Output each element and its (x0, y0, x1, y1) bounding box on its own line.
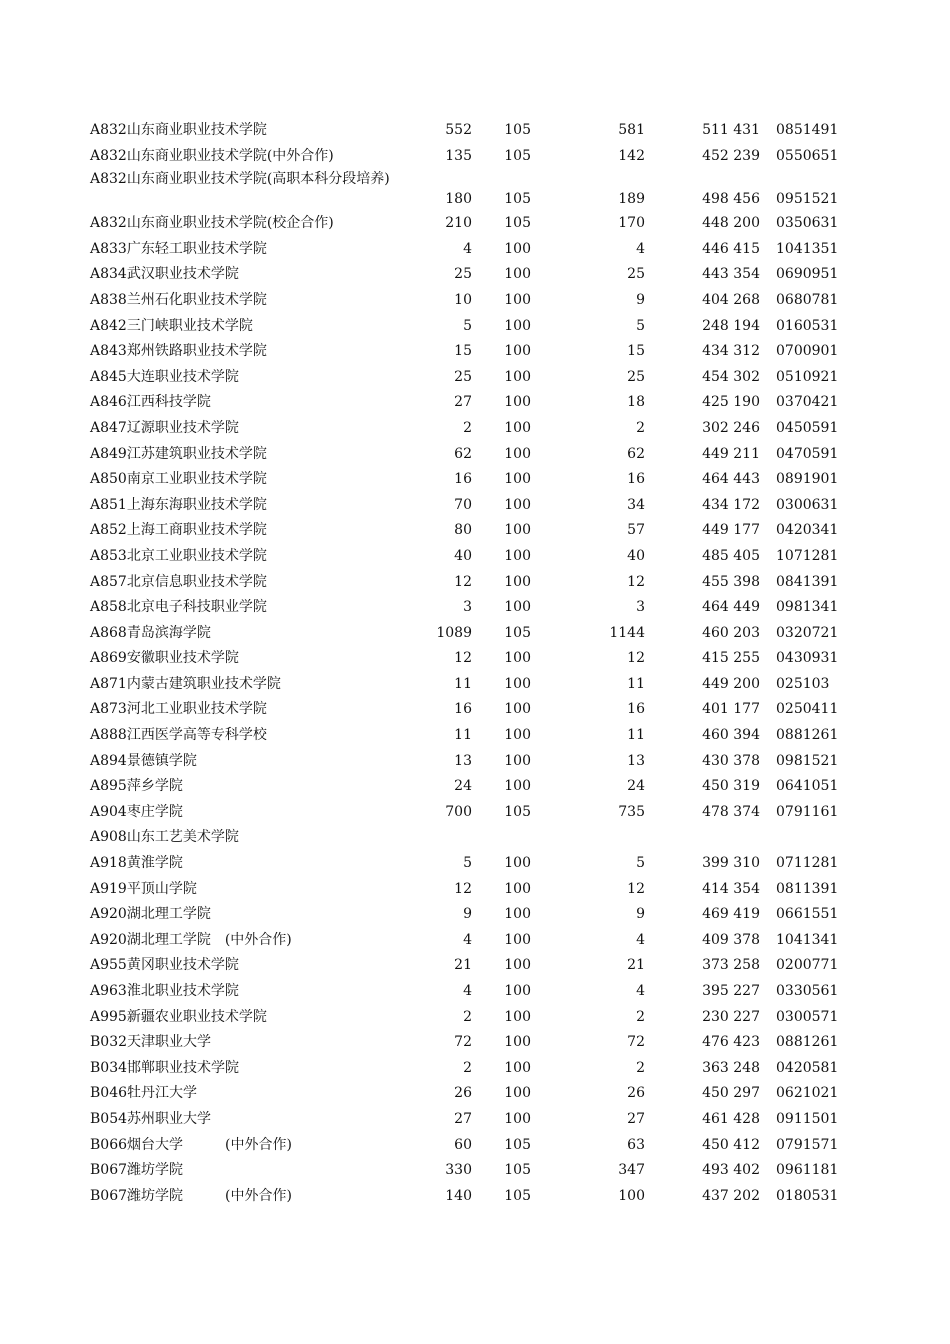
score-range-cell: 401 177 (702, 701, 760, 718)
code-cell: 0430931 (776, 650, 839, 667)
admitted-count-cell: 735 (618, 803, 645, 820)
plan-count-cell: 330 (445, 1162, 472, 1179)
plan-count-cell: 80 (454, 522, 472, 539)
table-row (0, 313, 950, 339)
admitted-count-cell: 18 (627, 394, 645, 411)
school-name-cell: A920湖北理工学院 (中外合作) (90, 931, 292, 948)
code-cell: 0881261 (776, 1034, 839, 1051)
score-range-cell: 450 297 (702, 1085, 760, 1102)
ratio-cell: 100 (504, 855, 531, 872)
plan-count-cell: 3 (463, 599, 472, 616)
plan-count-cell: 24 (454, 778, 472, 795)
ratio-cell: 100 (504, 445, 531, 462)
table-row (0, 466, 950, 492)
ratio-cell: 100 (504, 983, 531, 999)
code-cell: 0320721 (776, 624, 839, 641)
plan-count-cell: 5 (463, 855, 472, 872)
ratio-cell: 100 (504, 522, 531, 539)
code-cell: 0811391 (776, 880, 839, 897)
score-range-cell: 248 194 (702, 317, 760, 334)
table-row (0, 389, 950, 415)
code-cell: 0981521 (776, 752, 839, 769)
ratio-cell: 100 (504, 1059, 531, 1076)
score-range-cell: 460 203 (702, 624, 760, 641)
score-range-cell: 455 398 (702, 573, 760, 590)
score-range-cell: 443 354 (702, 266, 760, 283)
table-row (0, 543, 950, 569)
table-row (0, 645, 950, 671)
ratio-cell: 100 (504, 419, 531, 436)
score-range-cell: 395 227 (702, 983, 760, 999)
code-cell: 0981341 (776, 599, 839, 616)
code-cell: 0370421 (776, 394, 839, 411)
plan-count-cell: 4 (463, 931, 472, 948)
score-range-cell: 302 246 (702, 419, 760, 436)
table-row (0, 773, 950, 799)
table-row (0, 492, 950, 518)
plan-count-cell: 70 (454, 496, 472, 513)
admitted-count-cell: 581 (618, 122, 645, 138)
plan-count-cell: 12 (454, 650, 472, 667)
table-row (0, 978, 950, 1004)
table-row (0, 1029, 950, 1055)
school-name-cell: A853北京工业职业技术学院 (90, 547, 267, 564)
admitted-count-cell: 142 (618, 147, 645, 164)
admitted-count-cell: 63 (627, 1136, 645, 1153)
table-row (0, 261, 950, 287)
admitted-count-cell: 27 (627, 1110, 645, 1127)
plan-count-cell: 1089 (436, 624, 472, 641)
school-name-cell: A873河北工业职业技术学院 (90, 701, 267, 718)
score-range-cell: 449 211 (702, 445, 760, 462)
code-cell: 0680781 (776, 291, 839, 308)
ratio-cell: 100 (504, 291, 531, 308)
ratio-cell: 100 (504, 727, 531, 744)
score-range-cell: 450 319 (702, 778, 760, 795)
ratio-cell: 100 (504, 496, 531, 513)
school-name-cell: A832山东商业职业技术学院(中外合作) (90, 147, 334, 164)
code-cell: 0330561 (776, 983, 839, 999)
score-range-cell: 449 177 (702, 522, 760, 539)
school-name-cell: A849江苏建筑职业技术学院 (90, 445, 267, 462)
admitted-count-cell: 9 (636, 291, 645, 308)
code-cell: 0450591 (776, 419, 839, 436)
plan-count-cell: 700 (445, 803, 472, 820)
table-row (0, 927, 950, 953)
ratio-cell: 100 (504, 471, 531, 488)
score-range-cell: 230 227 (702, 1008, 760, 1025)
ratio-cell: 105 (504, 1187, 531, 1204)
school-name-cell: A852上海工商职业技术学院 (90, 522, 267, 539)
school-name-cell: A904枣庄学院 (90, 803, 183, 820)
ratio-cell: 105 (504, 191, 531, 208)
plan-count-cell: 10 (454, 291, 472, 308)
admitted-count-cell: 16 (627, 701, 645, 718)
table-row (0, 722, 950, 748)
code-cell: 0641051 (776, 778, 839, 795)
plan-count-cell: 11 (454, 727, 472, 744)
school-name-cell: A868青岛滨海学院 (90, 624, 211, 641)
plan-count-cell: 13 (454, 752, 472, 769)
plan-count-cell: 40 (454, 547, 472, 564)
plan-count-cell: 25 (454, 368, 472, 385)
score-range-cell: 476 423 (702, 1034, 760, 1051)
ratio-cell: 100 (504, 573, 531, 590)
ratio-cell: 105 (504, 624, 531, 641)
table-row (0, 671, 950, 697)
ratio-cell: 105 (504, 122, 531, 138)
ratio-cell: 105 (504, 803, 531, 820)
table-row (0, 143, 950, 169)
school-name-cell: A871内蒙古建筑职业技术学院 (90, 675, 281, 692)
code-cell: 0911501 (776, 1110, 839, 1127)
plan-count-cell: 27 (454, 1110, 472, 1127)
school-name-cell: A832山东商业职业技术学院 (90, 122, 267, 138)
table-row (0, 850, 950, 876)
code-cell: 0851491 (776, 122, 839, 138)
score-range-cell: 454 302 (702, 368, 760, 385)
school-name-cell: A838兰州石化职业技术学院 (90, 291, 267, 308)
plan-count-cell: 60 (454, 1136, 472, 1153)
table-row (0, 901, 950, 927)
school-name-cell: A846江西科技学院 (90, 394, 211, 411)
admitted-count-cell: 4 (636, 240, 645, 257)
plan-count-cell: 4 (463, 240, 472, 257)
score-range-cell: 425 190 (702, 394, 760, 411)
admitted-count-cell: 12 (627, 573, 645, 590)
score-range-cell: 434 312 (702, 343, 760, 360)
ratio-cell: 100 (504, 240, 531, 257)
score-range-cell: 469 419 (702, 906, 760, 923)
score-range-cell: 478 374 (702, 803, 760, 820)
ratio-cell: 100 (504, 778, 531, 795)
plan-count-cell: 210 (445, 215, 472, 232)
plan-count-cell: 4 (463, 983, 472, 999)
ratio-cell: 100 (504, 343, 531, 360)
admitted-count-cell: 25 (627, 266, 645, 283)
admitted-count-cell: 347 (618, 1162, 645, 1179)
table-row (0, 236, 950, 262)
ratio-cell: 100 (504, 599, 531, 616)
score-range-cell: 452 239 (702, 147, 760, 164)
school-name-cell: A832山东商业职业技术学院(高职本科分段培养) (90, 171, 390, 188)
school-name-cell: A834武汉职业技术学院 (90, 266, 239, 283)
code-cell: 0791161 (776, 803, 839, 820)
plan-count-cell: 16 (454, 701, 472, 718)
ratio-cell: 100 (504, 266, 531, 283)
school-name-cell: A955黄冈职业技术学院 (90, 957, 239, 974)
school-name-cell: A845大连职业技术学院 (90, 368, 239, 385)
table-row (0, 364, 950, 390)
table-row (0, 1080, 950, 1106)
school-name-cell: A995新疆农业职业技术学院 (90, 1008, 267, 1025)
table-row (0, 338, 950, 364)
school-name-cell: B067潍坊学院 (90, 1162, 184, 1179)
admitted-count-cell: 62 (627, 445, 645, 462)
code-cell: 0160531 (776, 317, 839, 334)
plan-count-cell: 135 (445, 147, 472, 164)
code-cell: 0841391 (776, 573, 839, 590)
table-row (0, 1157, 950, 1183)
school-name-cell: B034邯郸职业技术学院 (90, 1059, 240, 1076)
plan-count-cell: 16 (454, 471, 472, 488)
plan-count-cell: 27 (454, 394, 472, 411)
admitted-count-cell: 4 (636, 931, 645, 948)
plan-count-cell: 62 (454, 445, 472, 462)
table-row (0, 441, 950, 467)
school-name-cell: A857北京信息职业技术学院 (90, 573, 267, 590)
ratio-cell: 105 (504, 215, 531, 232)
table-row (0, 1183, 950, 1209)
admitted-count-cell: 1144 (609, 624, 645, 641)
admitted-count-cell: 72 (627, 1034, 645, 1051)
score-range-cell: 415 255 (702, 650, 760, 667)
admitted-count-cell: 40 (627, 547, 645, 564)
school-name-cell: B067潍坊学院 (中外合作) (90, 1187, 292, 1204)
ratio-cell: 100 (504, 547, 531, 564)
admitted-count-cell: 24 (627, 778, 645, 795)
admitted-count-cell: 21 (627, 957, 645, 974)
school-name-cell: A963淮北职业技术学院 (90, 983, 239, 999)
admitted-count-cell: 12 (627, 880, 645, 897)
score-range-cell: 485 405 (702, 547, 760, 564)
admission-table (0, 117, 950, 1208)
table-row (0, 1106, 950, 1132)
school-name-cell: A920湖北理工学院 (90, 906, 211, 923)
plan-count-cell: 180 (445, 191, 472, 208)
school-name-cell: A888江西医学高等专科学校 (90, 727, 267, 744)
plan-count-cell: 12 (454, 573, 472, 590)
admitted-count-cell: 11 (627, 727, 645, 744)
ratio-cell: 100 (504, 752, 531, 769)
admitted-count-cell: 25 (627, 368, 645, 385)
plan-count-cell: 552 (445, 122, 472, 138)
code-cell: 0711281 (776, 855, 839, 872)
ratio-cell: 105 (504, 1136, 531, 1153)
plan-count-cell: 2 (463, 1059, 472, 1076)
code-cell: 1071281 (776, 547, 839, 564)
table-row (0, 287, 950, 313)
admitted-count-cell: 9 (636, 906, 645, 923)
code-cell: 0420581 (776, 1059, 839, 1076)
code-cell: 0961181 (776, 1162, 839, 1179)
school-name-cell: A851上海东海职业技术学院 (90, 496, 267, 513)
ratio-cell: 100 (504, 317, 531, 334)
ratio-cell: 100 (504, 1085, 531, 1102)
code-cell: 0661551 (776, 906, 839, 923)
ratio-cell: 100 (504, 880, 531, 897)
admitted-count-cell: 189 (618, 191, 645, 208)
score-range-cell: 363 248 (702, 1059, 760, 1076)
score-range-cell: 430 378 (702, 752, 760, 769)
plan-count-cell: 26 (454, 1085, 472, 1102)
score-range-cell: 464 449 (702, 599, 760, 616)
table-row (0, 620, 950, 646)
ratio-cell: 100 (504, 650, 531, 667)
admitted-count-cell: 2 (636, 1059, 645, 1076)
ratio-cell: 100 (504, 394, 531, 411)
school-name-cell: A869安徽职业技术学院 (90, 650, 239, 667)
ratio-cell: 100 (504, 1034, 531, 1051)
admitted-count-cell: 34 (627, 496, 645, 513)
table-row (0, 415, 950, 441)
admitted-count-cell: 100 (618, 1187, 645, 1204)
table-row (0, 117, 950, 143)
score-range-cell: 399 310 (702, 855, 760, 872)
admitted-count-cell: 3 (636, 599, 645, 616)
school-name-cell: A832山东商业职业技术学院(校企合作) (90, 215, 334, 232)
admitted-count-cell: 11 (627, 675, 645, 692)
school-name-cell: A833广东轻工职业技术学院 (90, 240, 267, 257)
table-row (0, 799, 950, 825)
ratio-cell: 100 (504, 957, 531, 974)
score-range-cell: 498 456 (702, 191, 760, 208)
table-row (0, 824, 950, 850)
table-row (0, 696, 950, 722)
ratio-cell: 100 (504, 368, 531, 385)
school-name-cell: A895萍乡学院 (90, 778, 183, 795)
admitted-count-cell: 12 (627, 650, 645, 667)
table-row (0, 1132, 950, 1158)
score-range-cell: 404 268 (702, 291, 760, 308)
school-name-cell: A843郑州铁路职业技术学院 (90, 343, 267, 360)
admitted-count-cell: 4 (636, 983, 645, 999)
code-cell: 0470591 (776, 445, 839, 462)
code-cell: 025103 (776, 675, 830, 692)
code-cell: 0300571 (776, 1008, 839, 1025)
table-row (0, 594, 950, 620)
code-cell: 0891901 (776, 471, 839, 488)
table-row (0, 748, 950, 774)
score-range-cell: 511 431 (702, 122, 760, 138)
admitted-count-cell: 57 (627, 522, 645, 539)
score-range-cell: 446 415 (702, 240, 760, 257)
code-cell: 0350631 (776, 215, 839, 232)
admitted-count-cell: 2 (636, 419, 645, 436)
plan-count-cell: 2 (463, 1008, 472, 1025)
score-range-cell: 461 428 (702, 1110, 760, 1127)
ratio-cell: 105 (504, 1162, 531, 1179)
code-cell: 0700901 (776, 343, 839, 360)
plan-count-cell: 11 (454, 675, 472, 692)
score-range-cell: 460 394 (702, 727, 760, 744)
score-range-cell: 493 402 (702, 1162, 760, 1179)
table-row (0, 210, 950, 236)
score-range-cell: 448 200 (702, 215, 760, 232)
ratio-cell: 100 (504, 1110, 531, 1127)
school-name-cell: A858北京电子科技职业学院 (90, 599, 267, 616)
admitted-count-cell: 15 (627, 343, 645, 360)
plan-count-cell: 25 (454, 266, 472, 283)
ratio-cell: 100 (504, 931, 531, 948)
code-cell: 0690951 (776, 266, 839, 283)
code-cell: 0791571 (776, 1136, 839, 1153)
plan-count-cell: 72 (454, 1034, 472, 1051)
score-range-cell: 373 258 (702, 957, 760, 974)
school-name-cell: B066烟台大学 (中外合作) (90, 1136, 292, 1153)
table-row (0, 952, 950, 978)
school-name-cell: A847辽源职业技术学院 (90, 419, 239, 436)
table-row (0, 168, 950, 210)
plan-count-cell: 12 (454, 880, 472, 897)
code-cell: 0881261 (776, 727, 839, 744)
score-range-cell: 409 378 (702, 931, 760, 948)
score-range-cell: 437 202 (702, 1187, 760, 1204)
school-name-cell: A908山东工艺美术学院 (90, 829, 239, 846)
table-row (0, 1004, 950, 1030)
score-range-cell: 464 443 (702, 471, 760, 488)
table-row (0, 517, 950, 543)
code-cell: 0250411 (776, 701, 839, 718)
plan-count-cell: 2 (463, 419, 472, 436)
school-name-cell: A842三门峡职业技术学院 (90, 317, 253, 334)
admitted-count-cell: 16 (627, 471, 645, 488)
score-range-cell: 450 412 (702, 1136, 760, 1153)
score-range-cell: 414 354 (702, 880, 760, 897)
code-cell: 0550651 (776, 147, 839, 164)
score-range-cell: 449 200 (702, 675, 760, 692)
ratio-cell: 100 (504, 675, 531, 692)
admitted-count-cell: 5 (636, 855, 645, 872)
school-name-cell: B046牡丹江大学 (90, 1085, 198, 1102)
code-cell: 0510921 (776, 368, 839, 385)
table-row (0, 876, 950, 902)
plan-count-cell: 21 (454, 957, 472, 974)
code-cell: 0621021 (776, 1085, 839, 1102)
code-cell: 1041351 (776, 240, 839, 257)
code-cell: 0300631 (776, 496, 839, 513)
school-name-cell: A850南京工业职业技术学院 (90, 471, 267, 488)
ratio-cell: 100 (504, 701, 531, 718)
plan-count-cell: 140 (445, 1187, 472, 1204)
admitted-count-cell: 26 (627, 1085, 645, 1102)
code-cell: 0420341 (776, 522, 839, 539)
code-cell: 0200771 (776, 957, 839, 974)
ratio-cell: 105 (504, 147, 531, 164)
score-range-cell: 434 172 (702, 496, 760, 513)
school-name-cell: A894景德镇学院 (90, 752, 197, 769)
code-cell: 0180531 (776, 1187, 839, 1204)
admitted-count-cell: 2 (636, 1008, 645, 1025)
table-row (0, 1055, 950, 1081)
school-name-cell: A918黄淮学院 (90, 855, 183, 872)
ratio-cell: 100 (504, 1008, 531, 1025)
admitted-count-cell: 5 (636, 317, 645, 334)
plan-count-cell: 5 (463, 317, 472, 334)
code-cell: 0951521 (776, 191, 839, 208)
ratio-cell: 100 (504, 906, 531, 923)
table-row (0, 569, 950, 595)
plan-count-cell: 15 (454, 343, 472, 360)
code-cell: 1041341 (776, 931, 839, 948)
school-name-cell: B054苏州职业大学 (90, 1110, 212, 1127)
admitted-count-cell: 13 (627, 752, 645, 769)
school-name-cell: B032天津职业大学 (90, 1034, 212, 1051)
admitted-count-cell: 170 (618, 215, 645, 232)
school-name-cell: A919平顶山学院 (90, 880, 197, 897)
plan-count-cell: 9 (463, 906, 472, 923)
